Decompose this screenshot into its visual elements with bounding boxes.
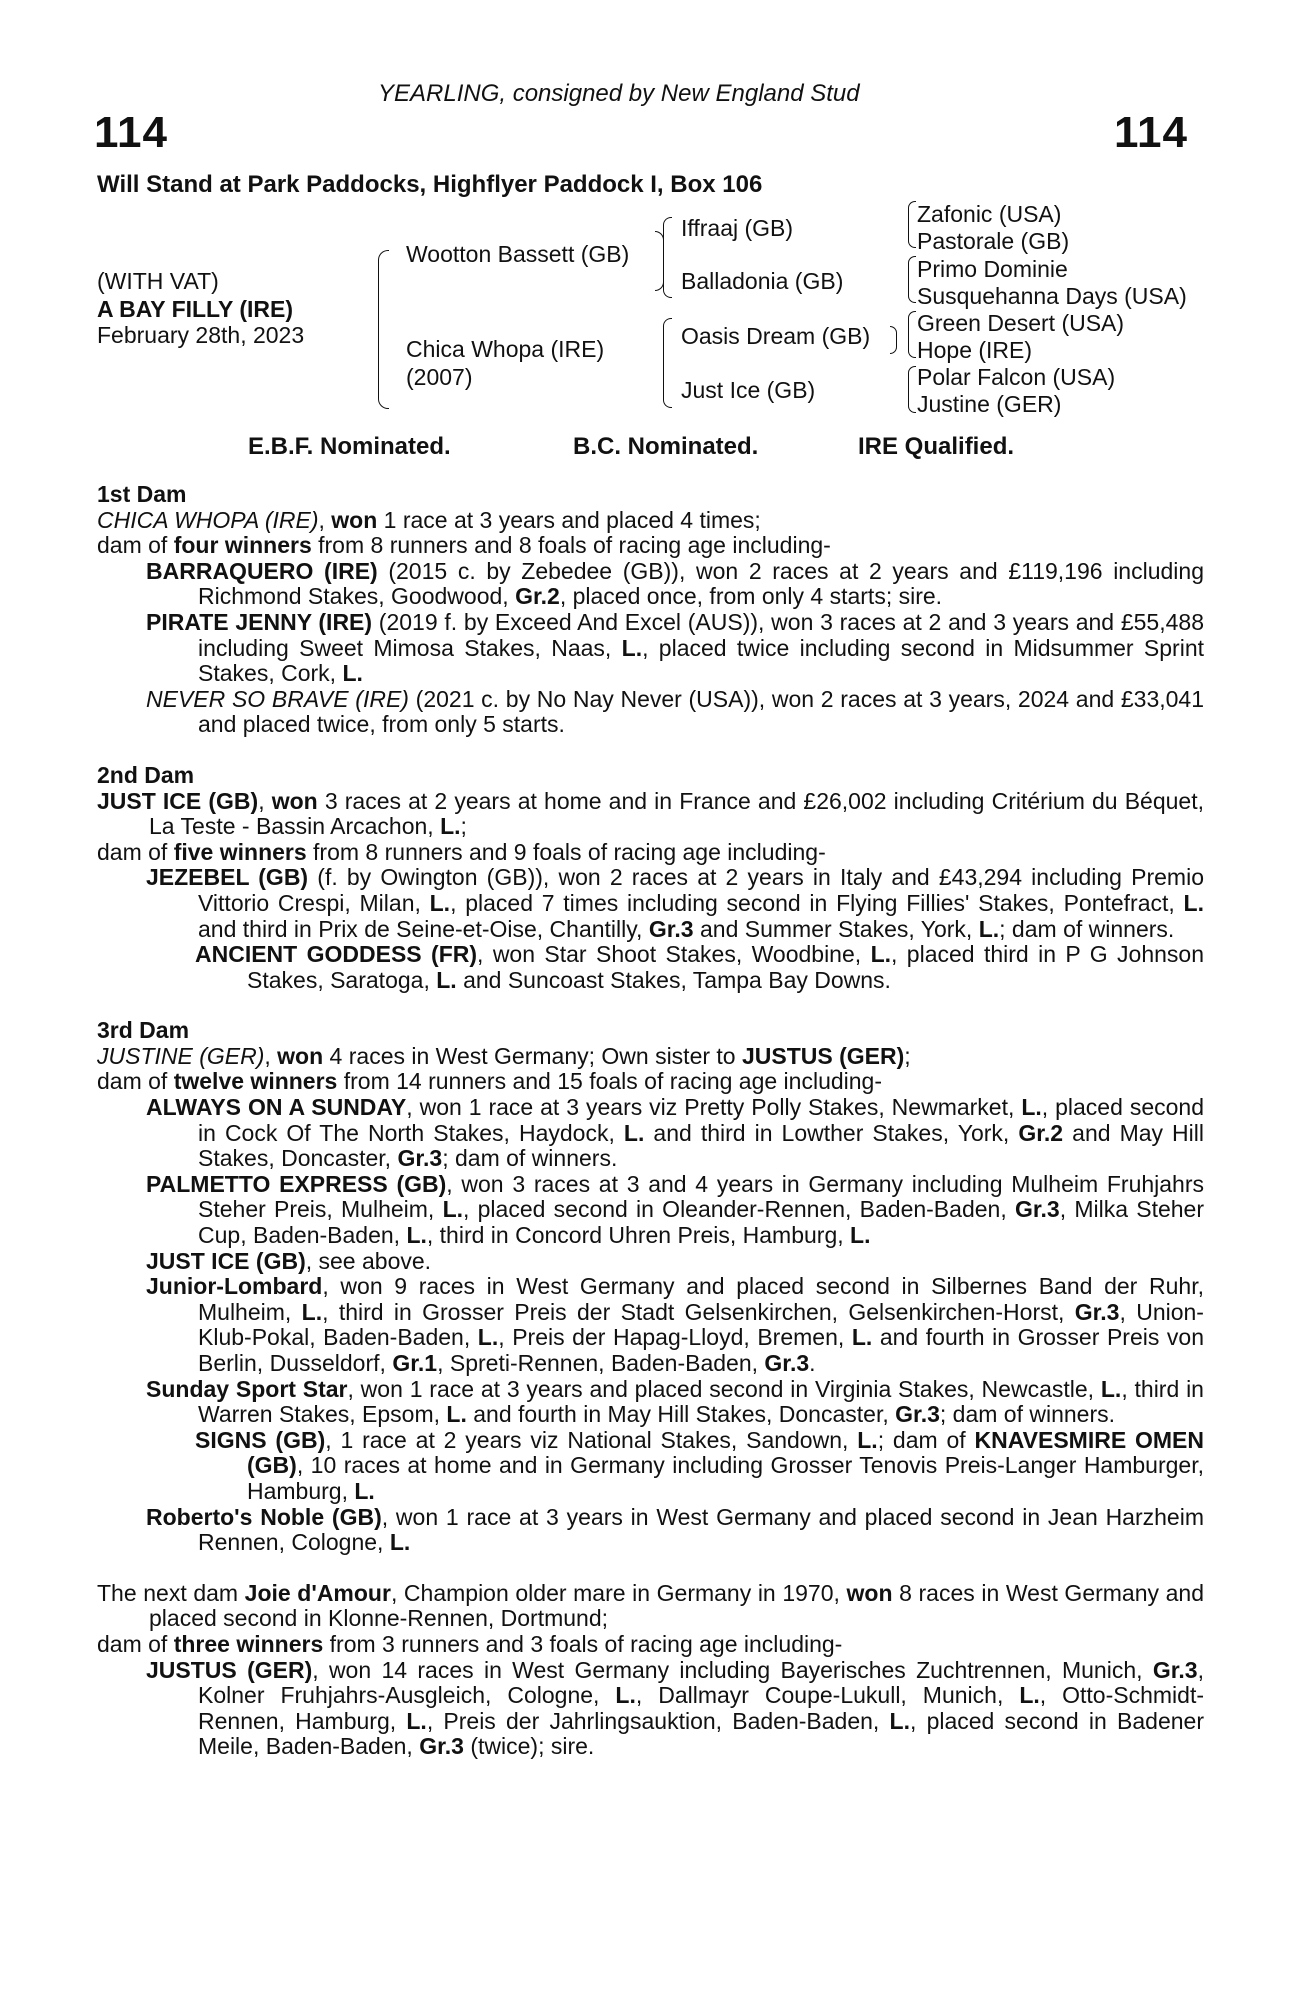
- great-grandparent-6: Hope (IRE): [917, 337, 1033, 363]
- g4-bracket: [908, 366, 916, 413]
- g2-bracket: [908, 256, 916, 303]
- catalogue-body: [97, 482, 1204, 1760]
- dam-sire: Oasis Dream (GB): [681, 323, 871, 349]
- next-dam-name: Joie d'Amour: [244, 1579, 391, 1606]
- second-dam-name: JUST ICE (GB): [97, 787, 259, 814]
- great-grandparent-8: Justine (GER): [917, 391, 1062, 417]
- third-dam-progeny-4: Junior-Lombard, won 9 races in West Germany and placed second in Silbernes Band der Ruhr, Mulheim, L., third in Grosser Preis der Stadt Gelsenkirchen, Gelsenkirchen-Horst, Gr.3, Union-Klub-Pokal, Baden-Baden, L., Preis der Hapag-Lloyd, Bremen, L. and fourth in Grosser Preis von Berlin, Dusseldorf, Gr.1, Spreti-Rennen, Baden-Baden, Gr.3.: [146, 1273, 1204, 1376]
- great-grandparent-2: Pastorale (GB): [917, 228, 1070, 254]
- third-dam-progeny-6: SIGNS (GB), 1 race at 2 years viz National Stakes, Sandown, L.; dam of KNAVESMIRE OMEN (GB), 10 races at home and in Germany including Grosser Tenovis Preis-Langer Hamburger, Hamburg, L.: [195, 1426, 1204, 1504]
- third-dam-progeny-1: ALWAYS ON A SUNDAY, won 1 race at 3 years viz Pretty Polly Stakes, Newmarket, L., placed second in Cock Of The North Stakes, Haydock, L. and third in Lowther Stakes, York, Gr.2 and May Hill Stakes, Doncaster, Gr.3; dam of winners.: [146, 1094, 1204, 1172]
- second-dam-record: JUST ICE (GB), won 3 races at 2 years at home and in France and £26,002 including Critérium du Béquet, La Teste - Bassin Arcachon, L.;: [97, 787, 1204, 840]
- lot-number-right: 114: [1114, 108, 1188, 157]
- first-dam-progeny-1: BARRAQUERO (IRE) (2015 c. by Zebedee (GB)), won 2 races at 2 years and £119,196 including Richmond Stakes, Goodwood, Gr.2, placed once, from only 4 starts; sire.: [146, 557, 1204, 610]
- second-dam-heading: 2nd Dam: [97, 761, 195, 788]
- third-dam-produce: dam of twelve winners from 14 runners and 15 foals of racing age including-: [97, 1068, 882, 1095]
- sire-name: Wootton Bassett (GB): [406, 241, 630, 267]
- sire-sire: Iffraaj (GB): [681, 215, 794, 241]
- g3-bracket: [908, 311, 916, 358]
- next-dam-record: The next dam Joie d'Amour, Champion older mare in Germany in 1970, won 8 races in West Germany and placed second in Klonne-Rennen, Dortmund;: [97, 1579, 1204, 1632]
- first-dam-produce: dam of four winners from 8 runners and 8 foals of racing age including-: [97, 532, 831, 559]
- next-dam-produce: dam of three winners from 3 runners and 3 foals of racing age including-: [97, 1630, 843, 1657]
- great-grandparent-7: Polar Falcon (USA): [917, 364, 1116, 390]
- great-grandparent-3: Primo Dominie: [917, 256, 1068, 282]
- g1-bracket: [908, 201, 916, 248]
- dam-sire-bracket: [890, 326, 897, 354]
- date-of-birth: February 28th, 2023: [97, 322, 305, 348]
- third-dam-record: JUSTINE (GER), won 4 races in West Germany; Own sister to JUSTUS (GER);: [97, 1042, 911, 1069]
- second-dam-progeny-2: ANCIENT GODDESS (FR), won Star Shoot Stakes, Woodbine, L., placed third in P G Johnson Stakes, Saratoga, L. and Suncoast Stakes, Tampa Bay Downs.: [195, 941, 1204, 993]
- sire-dam: Balladonia (GB): [681, 268, 844, 294]
- great-grandparent-4: Susquehanna Days (USA): [917, 283, 1187, 309]
- ire-qualification: IRE Qualified.: [858, 433, 1015, 460]
- third-dam-progeny-7: Roberto's Noble (GB), won 1 race at 3 years in West Germany and placed second in Jean Harzheim Rennen, Cologne, L.: [146, 1503, 1204, 1556]
- third-dam-progeny-3: JUST ICE (GB), see above.: [146, 1247, 432, 1274]
- third-dam-progeny-2: PALMETTO EXPRESS (GB), won 3 races at 3 and 4 years in Germany including Mulheim Fruhjahrs Steher Preis, Mulheim, L., placed second in Oleander-Rennen, Baden-Baden, Gr.3, Milka Steher Cup, Baden-Baden, L., third in Concord Uhren Preis, Hamburg, L.: [146, 1170, 1205, 1249]
- pedigree-main-bracket: [378, 250, 389, 409]
- first-dam-progeny-3: NEVER SO BRAVE (IRE) (2021 c. by No Nay Never (USA)), won 2 races at 3 years, 2024 and £33,041 and placed twice, from only 5 starts.: [146, 685, 1205, 738]
- second-dam-progeny-1: JEZEBEL (GB) (f. by Owington (GB)), won 2 races at 2 years in Italy and £43,294 including Premio Vittorio Crespi, Milan, L., placed 7 times including second in Flying Fillies' Stakes, Pontefract, L. and third in Prix de Seine-et-Oise, Chantilly, Gr.3 and Summer Stakes, York, L.; dam of winners.: [146, 864, 1204, 942]
- ebf-nomination: E.B.F. Nominated.: [248, 433, 451, 460]
- stable-location: Will Stand at Park Paddocks, Highflyer Paddock I, Box 106: [97, 171, 763, 198]
- first-dam-progeny-2: PIRATE JENNY (IRE) (2019 f. by Exceed And Excel (AUS)), won 3 races at 2 and 3 years and £55,488 including Sweet Mimosa Stakes, Naas, L., placed twice including second in Midsummer Sprint Stakes, Cork, L.: [146, 608, 1204, 687]
- third-dam-name: JUSTINE (GER): [97, 1042, 265, 1069]
- lot-number-left: 114: [94, 108, 168, 157]
- horse-name: A BAY FILLY (IRE): [97, 296, 293, 322]
- third-dam-heading: 3rd Dam: [97, 1017, 190, 1044]
- first-dam-name: CHICA WHOPA (IRE): [97, 506, 319, 533]
- dam-name: Chica Whopa (IRE): [406, 336, 605, 362]
- first-dam-heading: 1st Dam: [97, 481, 187, 507]
- vat-note: (WITH VAT): [97, 268, 219, 294]
- dam-parents-bracket: [663, 318, 672, 408]
- dam-year: (2007): [406, 364, 473, 390]
- sire-parents-bracket: [663, 217, 672, 298]
- first-dam-record: CHICA WHOPA (IRE), won 1 race at 3 years and placed 4 times;: [97, 506, 761, 533]
- consignment-line: YEARLING, consigned by New England Stud: [378, 80, 860, 107]
- bc-nomination: B.C. Nominated.: [573, 433, 759, 460]
- second-dam-produce: dam of five winners from 8 runners and 9 foals of racing age including-: [97, 838, 826, 865]
- third-dam-progeny-5: Sunday Sport Star, won 1 race at 3 years and placed second in Virginia Stakes, Newcastle, L., third in Warren Stakes, Epsom, L. and fourth in May Hill Stakes, Doncaster, Gr.3; dam of winners.: [146, 1375, 1204, 1428]
- great-grandparent-5: Green Desert (USA): [917, 310, 1125, 336]
- next-dam-progeny-1: JUSTUS (GER), won 14 races in West Germany including Bayerisches Zuchtrennen, Munich, Gr.3, Kolner Fruhjahrs-Ausgleich, Cologne, L., Dallmayr Coupe-Lukull, Munich, L., Otto-Schmidt-Rennen, Hamburg, L., Preis der Jahrlingsauktion, Baden-Baden, L., placed second in Badener Meile, Baden-Baden, Gr.3 (twice); sire.: [146, 1656, 1204, 1760]
- dam-dam: Just Ice (GB): [681, 377, 816, 403]
- great-grandparent-1: Zafonic (USA): [917, 201, 1062, 227]
